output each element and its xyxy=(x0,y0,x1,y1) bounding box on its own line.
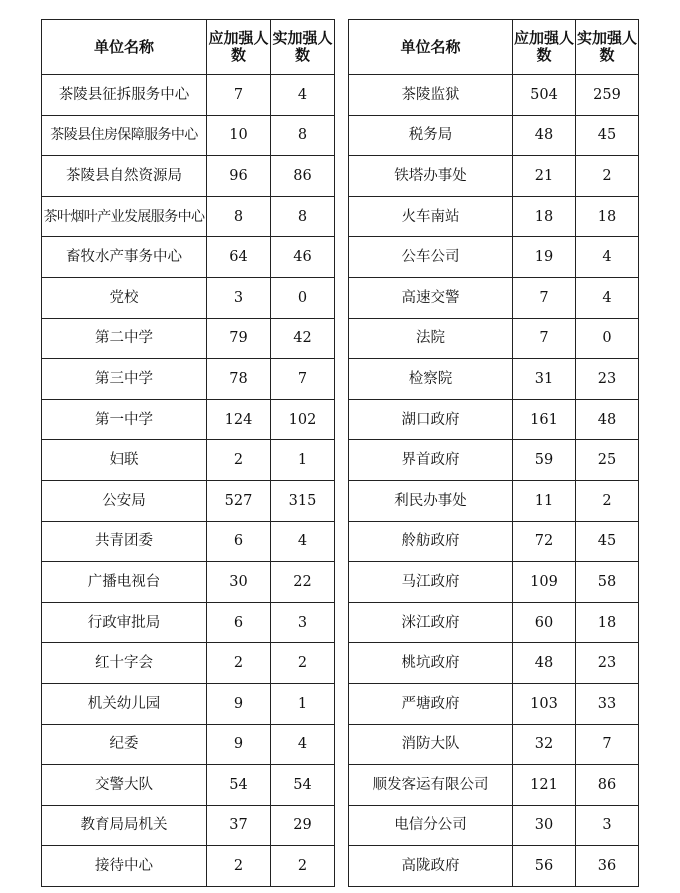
should-count-cell: 7 xyxy=(207,75,271,116)
unit-name-cell: 广播电视台 xyxy=(42,562,207,603)
should-count-cell: 161 xyxy=(513,399,576,440)
actual-count-cell: 4 xyxy=(271,521,335,562)
actual-count-cell: 18 xyxy=(576,602,639,643)
unit-name-cell: 第二中学 xyxy=(42,318,207,359)
actual-count-cell: 23 xyxy=(576,359,639,400)
should-count-cell: 96 xyxy=(207,156,271,197)
unit-name-cell: 交警大队 xyxy=(42,765,207,806)
unit-name-cell: 严塘政府 xyxy=(349,683,513,724)
unit-name-cell: 茶叶烟叶产业发展服务中心 xyxy=(42,196,207,237)
should-count-cell: 2 xyxy=(207,846,271,887)
table-row xyxy=(42,480,335,521)
table-row xyxy=(42,156,335,197)
actual-count-cell: 42 xyxy=(271,318,335,359)
should-count-cell: 11 xyxy=(513,480,576,521)
actual-count-cell: 3 xyxy=(576,805,639,846)
actual-count-cell: 45 xyxy=(576,521,639,562)
table-row xyxy=(349,196,639,237)
unit-name-cell: 舲舫政府 xyxy=(349,521,513,562)
table-row xyxy=(42,75,335,116)
actual-count-cell: 3 xyxy=(271,602,335,643)
actual-count-cell: 22 xyxy=(271,562,335,603)
unit-name-cell: 铁塔办事处 xyxy=(349,156,513,197)
table-row xyxy=(349,75,639,116)
unit-name-cell: 桃坑政府 xyxy=(349,643,513,684)
should-count-cell: 56 xyxy=(513,846,576,887)
should-count-cell: 72 xyxy=(513,521,576,562)
right-staffing-table xyxy=(348,19,639,887)
header-actual-count: 实加强人数 xyxy=(271,20,335,75)
actual-count-cell: 29 xyxy=(271,805,335,846)
should-count-cell: 121 xyxy=(513,765,576,806)
should-count-cell: 30 xyxy=(207,562,271,603)
unit-name-cell: 法院 xyxy=(349,318,513,359)
table-row xyxy=(42,724,335,765)
actual-count-cell: 86 xyxy=(271,156,335,197)
should-count-cell: 54 xyxy=(207,765,271,806)
should-count-cell: 32 xyxy=(513,724,576,765)
table-row xyxy=(42,359,335,400)
table-row xyxy=(349,724,639,765)
should-count-cell: 7 xyxy=(513,277,576,318)
should-count-cell: 79 xyxy=(207,318,271,359)
unit-name-cell: 红十字会 xyxy=(42,643,207,684)
unit-name-cell: 高速交警 xyxy=(349,277,513,318)
table-row xyxy=(349,765,639,806)
table-header-row xyxy=(349,20,639,75)
table-row xyxy=(42,399,335,440)
actual-count-cell: 7 xyxy=(576,724,639,765)
unit-name-cell: 茶陵县住房保障服务中心 xyxy=(42,115,207,156)
table-row xyxy=(42,318,335,359)
actual-count-cell: 2 xyxy=(271,846,335,887)
unit-name-cell: 火车南站 xyxy=(349,196,513,237)
actual-count-cell: 45 xyxy=(576,115,639,156)
should-count-cell: 124 xyxy=(207,399,271,440)
actual-count-cell: 0 xyxy=(576,318,639,359)
actual-count-cell: 4 xyxy=(576,237,639,278)
actual-count-cell: 0 xyxy=(271,277,335,318)
should-count-cell: 504 xyxy=(513,75,576,116)
table-row xyxy=(42,277,335,318)
actual-count-cell: 18 xyxy=(576,196,639,237)
header-actual-count: 实加强人数 xyxy=(576,20,639,75)
actual-count-cell: 4 xyxy=(271,75,335,116)
actual-count-cell: 25 xyxy=(576,440,639,481)
table-row xyxy=(349,562,639,603)
should-count-cell: 9 xyxy=(207,683,271,724)
unit-name-cell: 纪委 xyxy=(42,724,207,765)
table-row xyxy=(349,156,639,197)
table-row xyxy=(42,440,335,481)
unit-name-cell: 利民办事处 xyxy=(349,480,513,521)
table-row xyxy=(349,359,639,400)
table-row xyxy=(349,440,639,481)
unit-name-cell: 检察院 xyxy=(349,359,513,400)
actual-count-cell: 7 xyxy=(271,359,335,400)
should-count-cell: 78 xyxy=(207,359,271,400)
unit-name-cell: 洣江政府 xyxy=(349,602,513,643)
unit-name-cell: 机关幼儿园 xyxy=(42,683,207,724)
unit-name-cell: 茶陵县征拆服务中心 xyxy=(42,75,207,116)
actual-count-cell: 315 xyxy=(271,480,335,521)
unit-name-cell: 消防大队 xyxy=(349,724,513,765)
unit-name-cell: 界首政府 xyxy=(349,440,513,481)
should-count-cell: 527 xyxy=(207,480,271,521)
actual-count-cell: 8 xyxy=(271,196,335,237)
table-row xyxy=(349,846,639,887)
should-count-cell: 64 xyxy=(207,237,271,278)
actual-count-cell: 4 xyxy=(271,724,335,765)
unit-name-cell: 共青团委 xyxy=(42,521,207,562)
should-count-cell: 6 xyxy=(207,521,271,562)
table-row xyxy=(349,277,639,318)
unit-name-cell: 行政审批局 xyxy=(42,602,207,643)
unit-name-cell: 第三中学 xyxy=(42,359,207,400)
should-count-cell: 37 xyxy=(207,805,271,846)
unit-name-cell: 妇联 xyxy=(42,440,207,481)
actual-count-cell: 54 xyxy=(271,765,335,806)
table-row xyxy=(42,521,335,562)
should-count-cell: 60 xyxy=(513,602,576,643)
should-count-cell: 103 xyxy=(513,683,576,724)
table-row xyxy=(42,765,335,806)
unit-name-cell: 马江政府 xyxy=(349,562,513,603)
table-row xyxy=(349,318,639,359)
table-row xyxy=(349,115,639,156)
unit-name-cell: 茶陵县自然资源局 xyxy=(42,156,207,197)
actual-count-cell: 36 xyxy=(576,846,639,887)
unit-name-cell: 畜牧水产事务中心 xyxy=(42,237,207,278)
should-count-cell: 10 xyxy=(207,115,271,156)
should-count-cell: 21 xyxy=(513,156,576,197)
table-row xyxy=(42,846,335,887)
actual-count-cell: 33 xyxy=(576,683,639,724)
unit-name-cell: 茶陵监狱 xyxy=(349,75,513,116)
unit-name-cell: 湖口政府 xyxy=(349,399,513,440)
actual-count-cell: 1 xyxy=(271,440,335,481)
should-count-cell: 6 xyxy=(207,602,271,643)
actual-count-cell: 86 xyxy=(576,765,639,806)
should-count-cell: 3 xyxy=(207,277,271,318)
actual-count-cell: 2 xyxy=(271,643,335,684)
should-count-cell: 109 xyxy=(513,562,576,603)
unit-name-cell: 党校 xyxy=(42,277,207,318)
table-row xyxy=(42,602,335,643)
should-count-cell: 9 xyxy=(207,724,271,765)
actual-count-cell: 23 xyxy=(576,643,639,684)
actual-count-cell: 1 xyxy=(271,683,335,724)
should-count-cell: 59 xyxy=(513,440,576,481)
unit-name-cell: 电信分公司 xyxy=(349,805,513,846)
unit-name-cell: 公安局 xyxy=(42,480,207,521)
should-count-cell: 30 xyxy=(513,805,576,846)
should-count-cell: 31 xyxy=(513,359,576,400)
table-row xyxy=(42,643,335,684)
actual-count-cell: 259 xyxy=(576,75,639,116)
should-count-cell: 2 xyxy=(207,440,271,481)
table-header-row xyxy=(42,20,335,75)
unit-name-cell: 教育局局机关 xyxy=(42,805,207,846)
actual-count-cell: 4 xyxy=(576,277,639,318)
actual-count-cell: 2 xyxy=(576,156,639,197)
table-row xyxy=(42,683,335,724)
unit-name-cell: 接待中心 xyxy=(42,846,207,887)
table-row xyxy=(42,196,335,237)
header-should-count: 应加强人数 xyxy=(513,20,576,75)
table-row xyxy=(349,683,639,724)
unit-name-cell: 高陇政府 xyxy=(349,846,513,887)
unit-name-cell: 第一中学 xyxy=(42,399,207,440)
table-row xyxy=(349,805,639,846)
should-count-cell: 19 xyxy=(513,237,576,278)
should-count-cell: 8 xyxy=(207,196,271,237)
table-row xyxy=(349,521,639,562)
should-count-cell: 2 xyxy=(207,643,271,684)
actual-count-cell: 58 xyxy=(576,562,639,603)
header-should-count: 应加强人数 xyxy=(207,20,271,75)
should-count-cell: 7 xyxy=(513,318,576,359)
should-count-cell: 48 xyxy=(513,643,576,684)
actual-count-cell: 8 xyxy=(271,115,335,156)
table-row xyxy=(42,562,335,603)
table-row xyxy=(42,115,335,156)
should-count-cell: 48 xyxy=(513,115,576,156)
table-row xyxy=(42,805,335,846)
table-row xyxy=(349,399,639,440)
actual-count-cell: 48 xyxy=(576,399,639,440)
table-row xyxy=(349,602,639,643)
table-row xyxy=(349,643,639,684)
table-row xyxy=(42,237,335,278)
actual-count-cell: 46 xyxy=(271,237,335,278)
unit-name-cell: 税务局 xyxy=(349,115,513,156)
left-staffing-table xyxy=(41,19,335,887)
table-row xyxy=(349,237,639,278)
should-count-cell: 18 xyxy=(513,196,576,237)
header-unit-name: 单位名称 xyxy=(349,20,513,75)
actual-count-cell: 102 xyxy=(271,399,335,440)
header-unit-name: 单位名称 xyxy=(42,20,207,75)
unit-name-cell: 顺发客运有限公司 xyxy=(349,765,513,806)
unit-name-cell: 公车公司 xyxy=(349,237,513,278)
table-row xyxy=(349,480,639,521)
actual-count-cell: 2 xyxy=(576,480,639,521)
